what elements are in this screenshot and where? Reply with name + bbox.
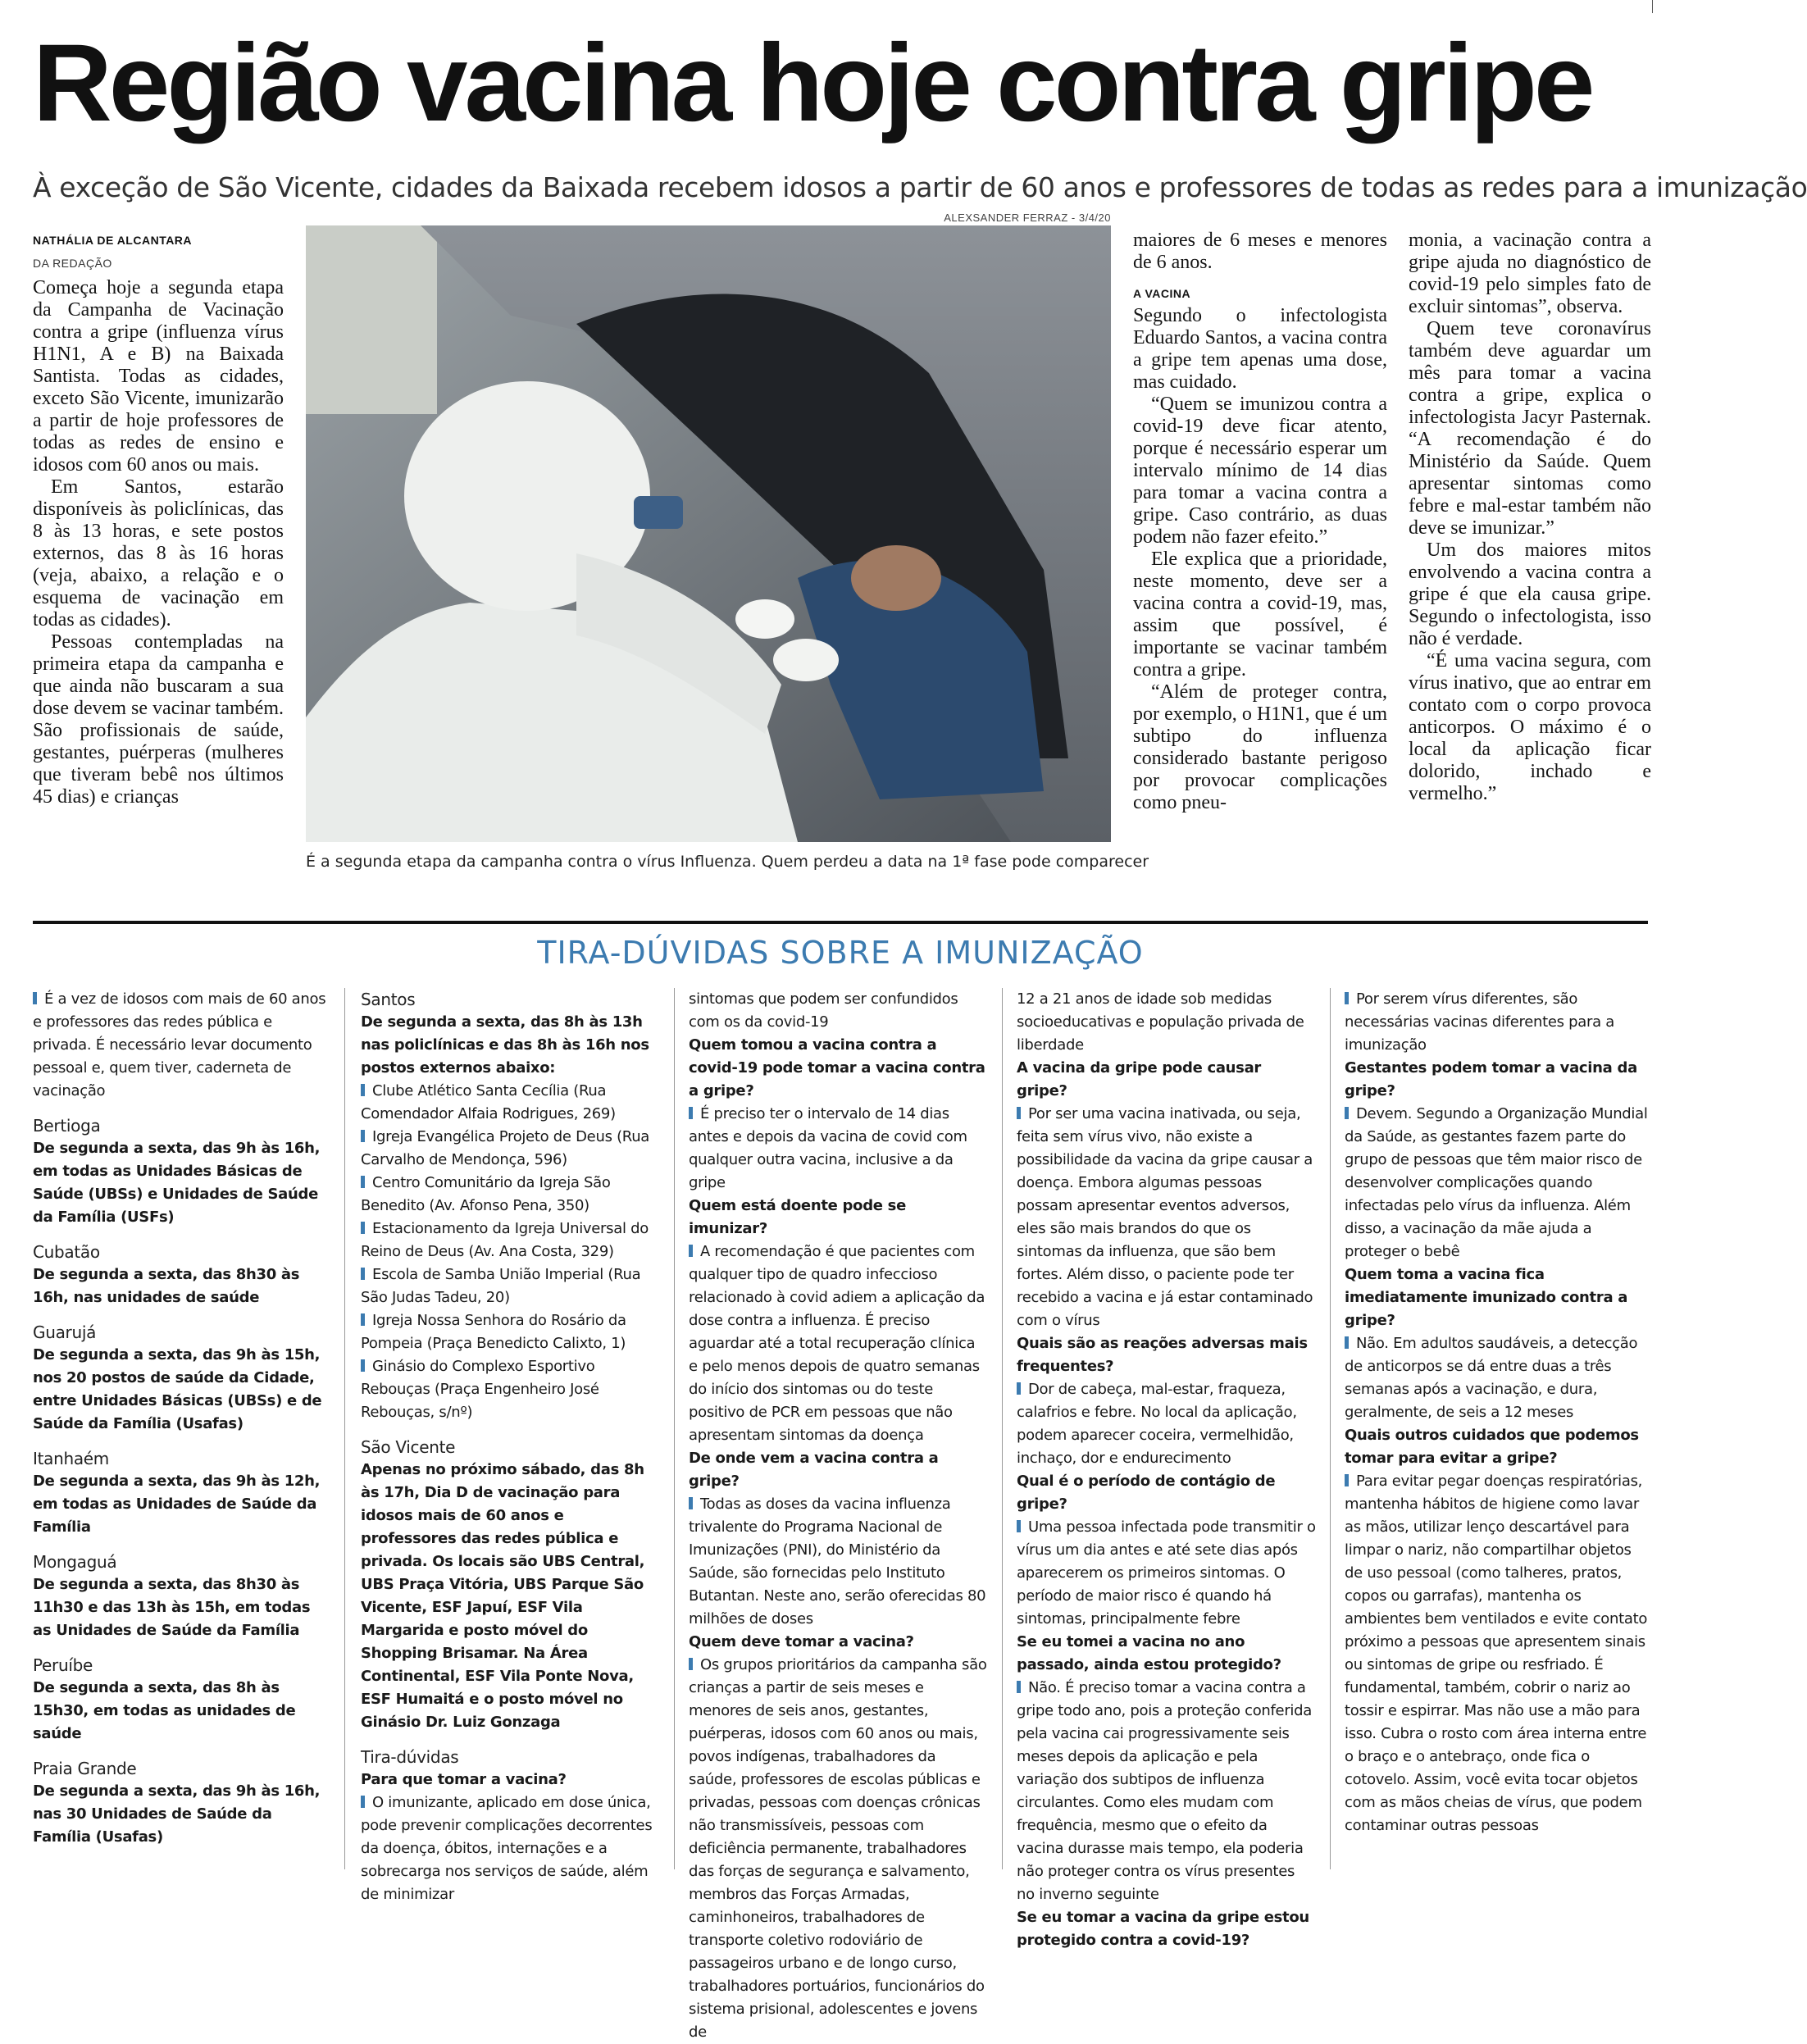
faq-answer: Todas as doses da vacina influenza trivalente do Programa Nacional de Imunizações (PNI), do Ministério da Saúde, são fornecidas pelo Instituto Butantan. Neste ano, serão oferecidas 80 milhões de doses bbox=[689, 1493, 988, 1631]
vaccination-post: Centro Comunitário da Igreja São Benedito (Av. Afonso Pena, 350) bbox=[361, 1172, 660, 1218]
box-intro: É a vez de idosos com mais de 60 anos e professores das redes pública e privada. É necessário levar documento pessoal e, quem tiver, caderneta de vacinação bbox=[33, 988, 332, 1103]
city-schedule: De segunda a sexta, das 8h30 às 16h, nas unidades de saúde bbox=[33, 1266, 300, 1306]
section-kicker: A VACINA bbox=[1133, 287, 1191, 300]
article-paragraph: “Quem se imunizou contra a covid-19 deve ficar atento, porque é necessário esperar um intervalo mínimo de 14 dias para tomar a vacina contra a gripe. Caso contrário, as duas podem não fazer efeito.” bbox=[1133, 394, 1387, 548]
article-column-1 bbox=[33, 277, 284, 808]
city-schedule: De segunda a sexta, das 9h às 15h, nos 20 postos de saúde da Cidade, entre Unidades Básicas (UBSs) e de Saúde da Família (Usafas) bbox=[33, 1346, 322, 1432]
faq-answer-continued: sintomas que podem ser confundidos com os da covid-19 bbox=[689, 990, 958, 1031]
article-paragraph: Ele explica que a prioridade, neste momento, deve ser a vacina contra a covid-19, mas, assim que possível, é importante se vacinar também contra a gripe. bbox=[1133, 549, 1387, 681]
article-paragraph: Quem teve coronavírus também deve aguardar um mês para tomar a vacina contra a gripe, explica o infectologista Jacyr Pasternak. “A recomendação é do Ministério da Saúde. Quem apresentar sintomas como febre e mal-estar também não deve se imunizar.” bbox=[1409, 318, 1651, 539]
box-column-3 bbox=[689, 988, 988, 2041]
faq-answer: Uma pessoa infectada pode transmitir o vírus um dia antes e até sete dias após aparecerem os primeiros sintomas. O período de maior risco é quando há sintomas, principalmente febre bbox=[1017, 1516, 1316, 1631]
city-name: Peruíbe bbox=[33, 1655, 93, 1675]
photo-caption: É a segunda etapa da campanha contra o vírus Influenza. Quem perdeu a data na 1ª fase pode comparecer bbox=[306, 853, 1149, 871]
faq-question: Gestantes podem tomar a vacina da gripe? bbox=[1345, 1059, 1637, 1099]
faq-question: Quem está doente pode se imunizar? bbox=[689, 1197, 906, 1237]
vaccination-post: Ginásio do Complexo Esportivo Rebouças (Praça Engenheiro José Rebouças, s/nº) bbox=[361, 1355, 660, 1424]
faq-answer: O imunizante, aplicado em dose única, pode prevenir complicações decorrentes da doença, óbitos, internações e a sobrecarga nos serviços de saúde, além de minimizar bbox=[361, 1791, 660, 1906]
column-divider bbox=[1330, 988, 1331, 1869]
city-name: Cubatão bbox=[33, 1242, 100, 1262]
article-paragraph: “É uma vacina segura, com vírus inativo, que ao entrar em contato com o corpo provoca anticorpos. O máximo é o local da aplicação ficar dolorido, inchado e vermelho.” bbox=[1409, 650, 1651, 804]
column-divider bbox=[344, 988, 345, 1869]
faq-answer: Para evitar pegar doenças respiratórias, mantenha hábitos de higiene como lavar as mãos, utilizar lenço descartável para limpar o nariz, não compartilhar objetos de uso pessoal (como talheres, pratos, copos ou garrafas), mantenha os ambientes bem ventilados e evite contato próximo a pessoas que apresentem sinais ou sintomas de gripe ou resfriado. É fundamental, também, cobrir o nariz ao tossir e espirrar. Mas não use a mão para isso. Cubra o rosto com área interna entre o braço e o antebraço, onde fica o cotovelo. Assim, você evita tocar objetos com as mãos cheias de vírus, que podem contaminar outras pessoas bbox=[1345, 1470, 1650, 1837]
faq-question: Para que tomar a vacina? bbox=[361, 1771, 567, 1788]
box-title: TIRA-DÚVIDAS SOBRE A IMUNIZAÇÃO bbox=[537, 935, 1144, 971]
vaccination-post: Escola de Samba União Imperial (Rua São Judas Tadeu, 20) bbox=[361, 1263, 660, 1309]
article-paragraph: Segundo o infectologista Eduardo Santos, a vacina contra a gripe tem apenas uma dose, mas cuidado. bbox=[1133, 305, 1387, 393]
vaccination-post: Clube Atlético Santa Cecília (Rua Comendador Alfaia Rodrigues, 269) bbox=[361, 1080, 660, 1126]
vaccination-post: Estacionamento da Igreja Universal do Reino de Deus (Av. Ana Costa, 329) bbox=[361, 1218, 660, 1263]
faq-question: A vacina da gripe pode causar gripe? bbox=[1017, 1059, 1262, 1099]
box-column-4 bbox=[1017, 988, 1316, 1949]
photo-credit: ALEXSANDER FERRAZ - 3/4/20 bbox=[944, 212, 1111, 224]
faq-question: Quem toma a vacina fica imediatamente imunizado contra a gripe? bbox=[1345, 1266, 1628, 1329]
city-schedule: Apenas no próximo sábado, das 8h às 17h, Dia D de vacinação para idosos mais de 60 anos e professores das redes pública e privada. Os locais são UBS Central, UBS Praça Vitória, UBS Parque São Vicente, ESF Japuí, ESF Vila Margarida e posto móvel do Shopping Brisamar. Na Área Continental, ESF Vila Ponte Nova, ESF Humaitá e o posto móvel no Ginásio Dr. Luiz Gonzaga bbox=[361, 1461, 645, 1731]
city-schedule: De segunda a sexta, das 8h às 15h30, em todas as unidades de saúde bbox=[33, 1679, 296, 1742]
section-divider bbox=[33, 921, 1648, 924]
city-name: Praia Grande bbox=[33, 1759, 137, 1778]
faq-question: Quais outros cuidados que podemos tomar para evitar a gripe? bbox=[1345, 1427, 1639, 1467]
city-name: Guarujá bbox=[33, 1322, 97, 1342]
faq-answer: É preciso ter o intervalo de 14 dias antes e depois da vacina de covid com qualquer outra vacina, inclusive a da gripe bbox=[689, 1103, 988, 1195]
city-schedule: De segunda a sexta, das 8h30 às 11h30 e das 13h às 15h, em todas as Unidades de Saúde da Família bbox=[33, 1576, 311, 1639]
faq-answer-continued: 12 a 21 anos de idade sob medidas socioeducativas e população privada de liberdade bbox=[1017, 990, 1304, 1054]
faq-question: Se eu tomei a vacina no ano passado, ainda estou protegido? bbox=[1017, 1633, 1281, 1673]
deck-subtitle: À exceção de São Vicente, cidades da Baixada recebem idosos a partir de 60 anos e professores de todas as redes para a imunização bbox=[33, 171, 1807, 203]
article-column-3 bbox=[1409, 230, 1651, 805]
article-paragraph: Um dos maiores mitos envolvendo a vacina contra a gripe é que ela causa gripe. Segundo o infectologista, isso não é verdade. bbox=[1409, 539, 1651, 649]
faq-question: De onde vem a vacina contra a gripe? bbox=[689, 1450, 939, 1490]
article-paragraph: Em Santos, estarão disponíveis às policlínicas, das 8 às 13 horas, e sete postos externos, das 8 às 16 horas (veja, abaixo, a relação e o esquema de vacinação em todas as cidades). bbox=[33, 476, 284, 630]
box-column-5 bbox=[1345, 988, 1650, 1869]
faq-answer: Por serem vírus diferentes, são necessárias vacinas diferentes para a imunização bbox=[1345, 988, 1650, 1057]
box-column-2 bbox=[361, 988, 660, 1903]
article-paragraph: Começa hoje a segunda etapa da Campanha de Vacinação contra a gripe (influenza vírus H1N1, A e B) na Baixada Santista. Todas as cidades, exceto São Vicente, imunizarão a partir de hoje professores de todas as redes de ensino e idosos com 60 anos ou mais. bbox=[33, 277, 284, 476]
faq-answer: Os grupos prioritários da campanha são crianças a partir de seis meses e menores de seis anos, gestantes, puérperas, idosos com 60 anos ou mais, povos indígenas, trabalhadores da saúde, professores de escolas públicas e privadas, pessoas com doenças crônicas não transmissíveis, pessoas com deficiência permanente, trabalhadores das forças de segurança e salvamento, membros das Forças Armadas, caminhoneiros, trabalhadores de transporte coletivo rodoviário de passageiros urbano e de longo curso, trabalhadores portuários, funcionários do sistema prisional, adolescentes e jovens de bbox=[689, 1654, 988, 2044]
city-name: Mongaguá bbox=[33, 1552, 117, 1572]
faq-question: Quais são as reações adversas mais frequentes? bbox=[1017, 1335, 1308, 1375]
column-divider bbox=[1002, 988, 1003, 1869]
article-paragraph: maiores de 6 meses e menores de 6 anos. bbox=[1133, 230, 1387, 273]
faq-answer: Devem. Segundo a Organização Mundial da Saúde, as gestantes fazem parte do grupo de pessoas que têm maior risco de desenvolver complicações quando infectadas pelo vírus da influenza. Além disso, a vacinação da mãe ajuda a proteger o bebê bbox=[1345, 1103, 1650, 1263]
headline: Região vacina hoje contra gripe bbox=[33, 22, 1592, 144]
vaccination-post: Igreja Nossa Senhora do Rosário da Pompeia (Praça Benedicto Calixto, 1) bbox=[361, 1309, 660, 1355]
city-schedule: De segunda a sexta, das 9h às 16h, nas 30 Unidades de Saúde da Família (Usafas) bbox=[33, 1782, 321, 1846]
article-column-2 bbox=[1133, 230, 1387, 814]
column-divider bbox=[674, 988, 675, 1869]
faq-question: Qual é o período de contágio de gripe? bbox=[1017, 1473, 1276, 1513]
vaccination-photo-illustration bbox=[306, 225, 1111, 842]
city-name: Santos bbox=[361, 990, 416, 1009]
city-schedule: De segunda a sexta, das 8h às 13h nas policlínicas e das 8h às 16h nos postos externos abaixo: bbox=[361, 1013, 649, 1077]
byline-author: NATHÁLIA DE ALCANTARA bbox=[33, 234, 193, 247]
article-paragraph: monia, a vacinação contra a gripe ajuda no diagnóstico de covid-19 pelo simples fato de excluir sintomas”, observa. bbox=[1409, 230, 1651, 317]
city-name: Bertioga bbox=[33, 1116, 101, 1136]
faq-answer: Por ser uma vacina inativada, ou seja, feita sem vírus vivo, não existe a possibilidade da vacina da gripe causar a doença. Embora algumas pessoas possam apresentar eventos adversos, eles são mais brandos do que os sintomas da influenza, que são bem fortes. Além disso, o paciente pode ter recebido a vacina e já estar contaminado com o vírus bbox=[1017, 1103, 1316, 1332]
byline-desk: DA REDAÇÃO bbox=[33, 257, 112, 270]
city-schedule: De segunda a sexta, das 9h às 16h, em todas as Unidades Básicas de Saúde (UBSs) e Unidades de Saúde da Família (USFs) bbox=[33, 1140, 321, 1226]
faq-answer: A recomendação é que pacientes com qualquer tipo de quadro infeccioso relacionado à covid adiem a aplicação da dose contra a influenza. É preciso aguardar até a total recuperação clínica e pelo menos depois de quatro semanas do início dos sintomas ou do teste positivo de PCR em pessoas que não apresentam sintomas da doença bbox=[689, 1241, 988, 1447]
box-column-1 bbox=[33, 988, 332, 1869]
crop-mark bbox=[1652, 0, 1653, 13]
city-name: São Vicente bbox=[361, 1437, 456, 1457]
faq-question: Quem tomou a vacina contra a covid-19 pode tomar a vacina contra a gripe? bbox=[689, 1036, 985, 1099]
faq-answer: Dor de cabeça, mal-estar, fraqueza, calafrios e febre. No local da aplicação, podem aparecer coceira, vermelhidão, inchaço, dor e endurecimento bbox=[1017, 1378, 1316, 1470]
city-schedule: De segunda a sexta, das 9h às 12h, em todas as Unidades de Saúde da Família bbox=[33, 1473, 321, 1536]
subsection-name: Tira-dúvidas bbox=[361, 1747, 459, 1767]
faq-answer: Não. É preciso tomar a vacina contra a gripe todo ano, pois a proteção conferida pela vacina cai progressivamente seis meses depois da aplicação e pela variação dos subtipos de influenza circulantes. Como eles mudam com frequência, mesmo que o efeito da vacina durasse mais tempo, ela poderia não proteger contra os vírus presentes no inverno seguinte bbox=[1017, 1677, 1316, 1906]
faq-answer: Não. Em adultos saudáveis, a detecção de anticorpos se dá entre duas a três semanas após a vacinação, e dura, geralmente, de seis a 12 meses bbox=[1345, 1332, 1650, 1424]
faq-question: Quem deve tomar a vacina? bbox=[689, 1633, 914, 1650]
city-name: Itanhaém bbox=[33, 1449, 109, 1468]
article-paragraph: “Além de proteger contra, por exemplo, o H1N1, que é um subtipo do influenza considerado bastante perigoso por provocar complicações como pneu- bbox=[1133, 681, 1387, 813]
vaccination-post: Igreja Evangélica Projeto de Deus (Rua Carvalho de Mendonça, 596) bbox=[361, 1126, 660, 1172]
article-paragraph: Pessoas contempladas na primeira etapa da campanha e que ainda não buscaram a sua dose devem se vacinar também. São profissionais de saúde, gestantes, puérperas (mulheres que tiveram bebê nos últimos 45 dias) e crianças bbox=[33, 631, 284, 808]
news-photo bbox=[306, 225, 1111, 842]
faq-question: Se eu tomar a vacina da gripe estou protegido contra a covid-19? bbox=[1017, 1909, 1309, 1949]
